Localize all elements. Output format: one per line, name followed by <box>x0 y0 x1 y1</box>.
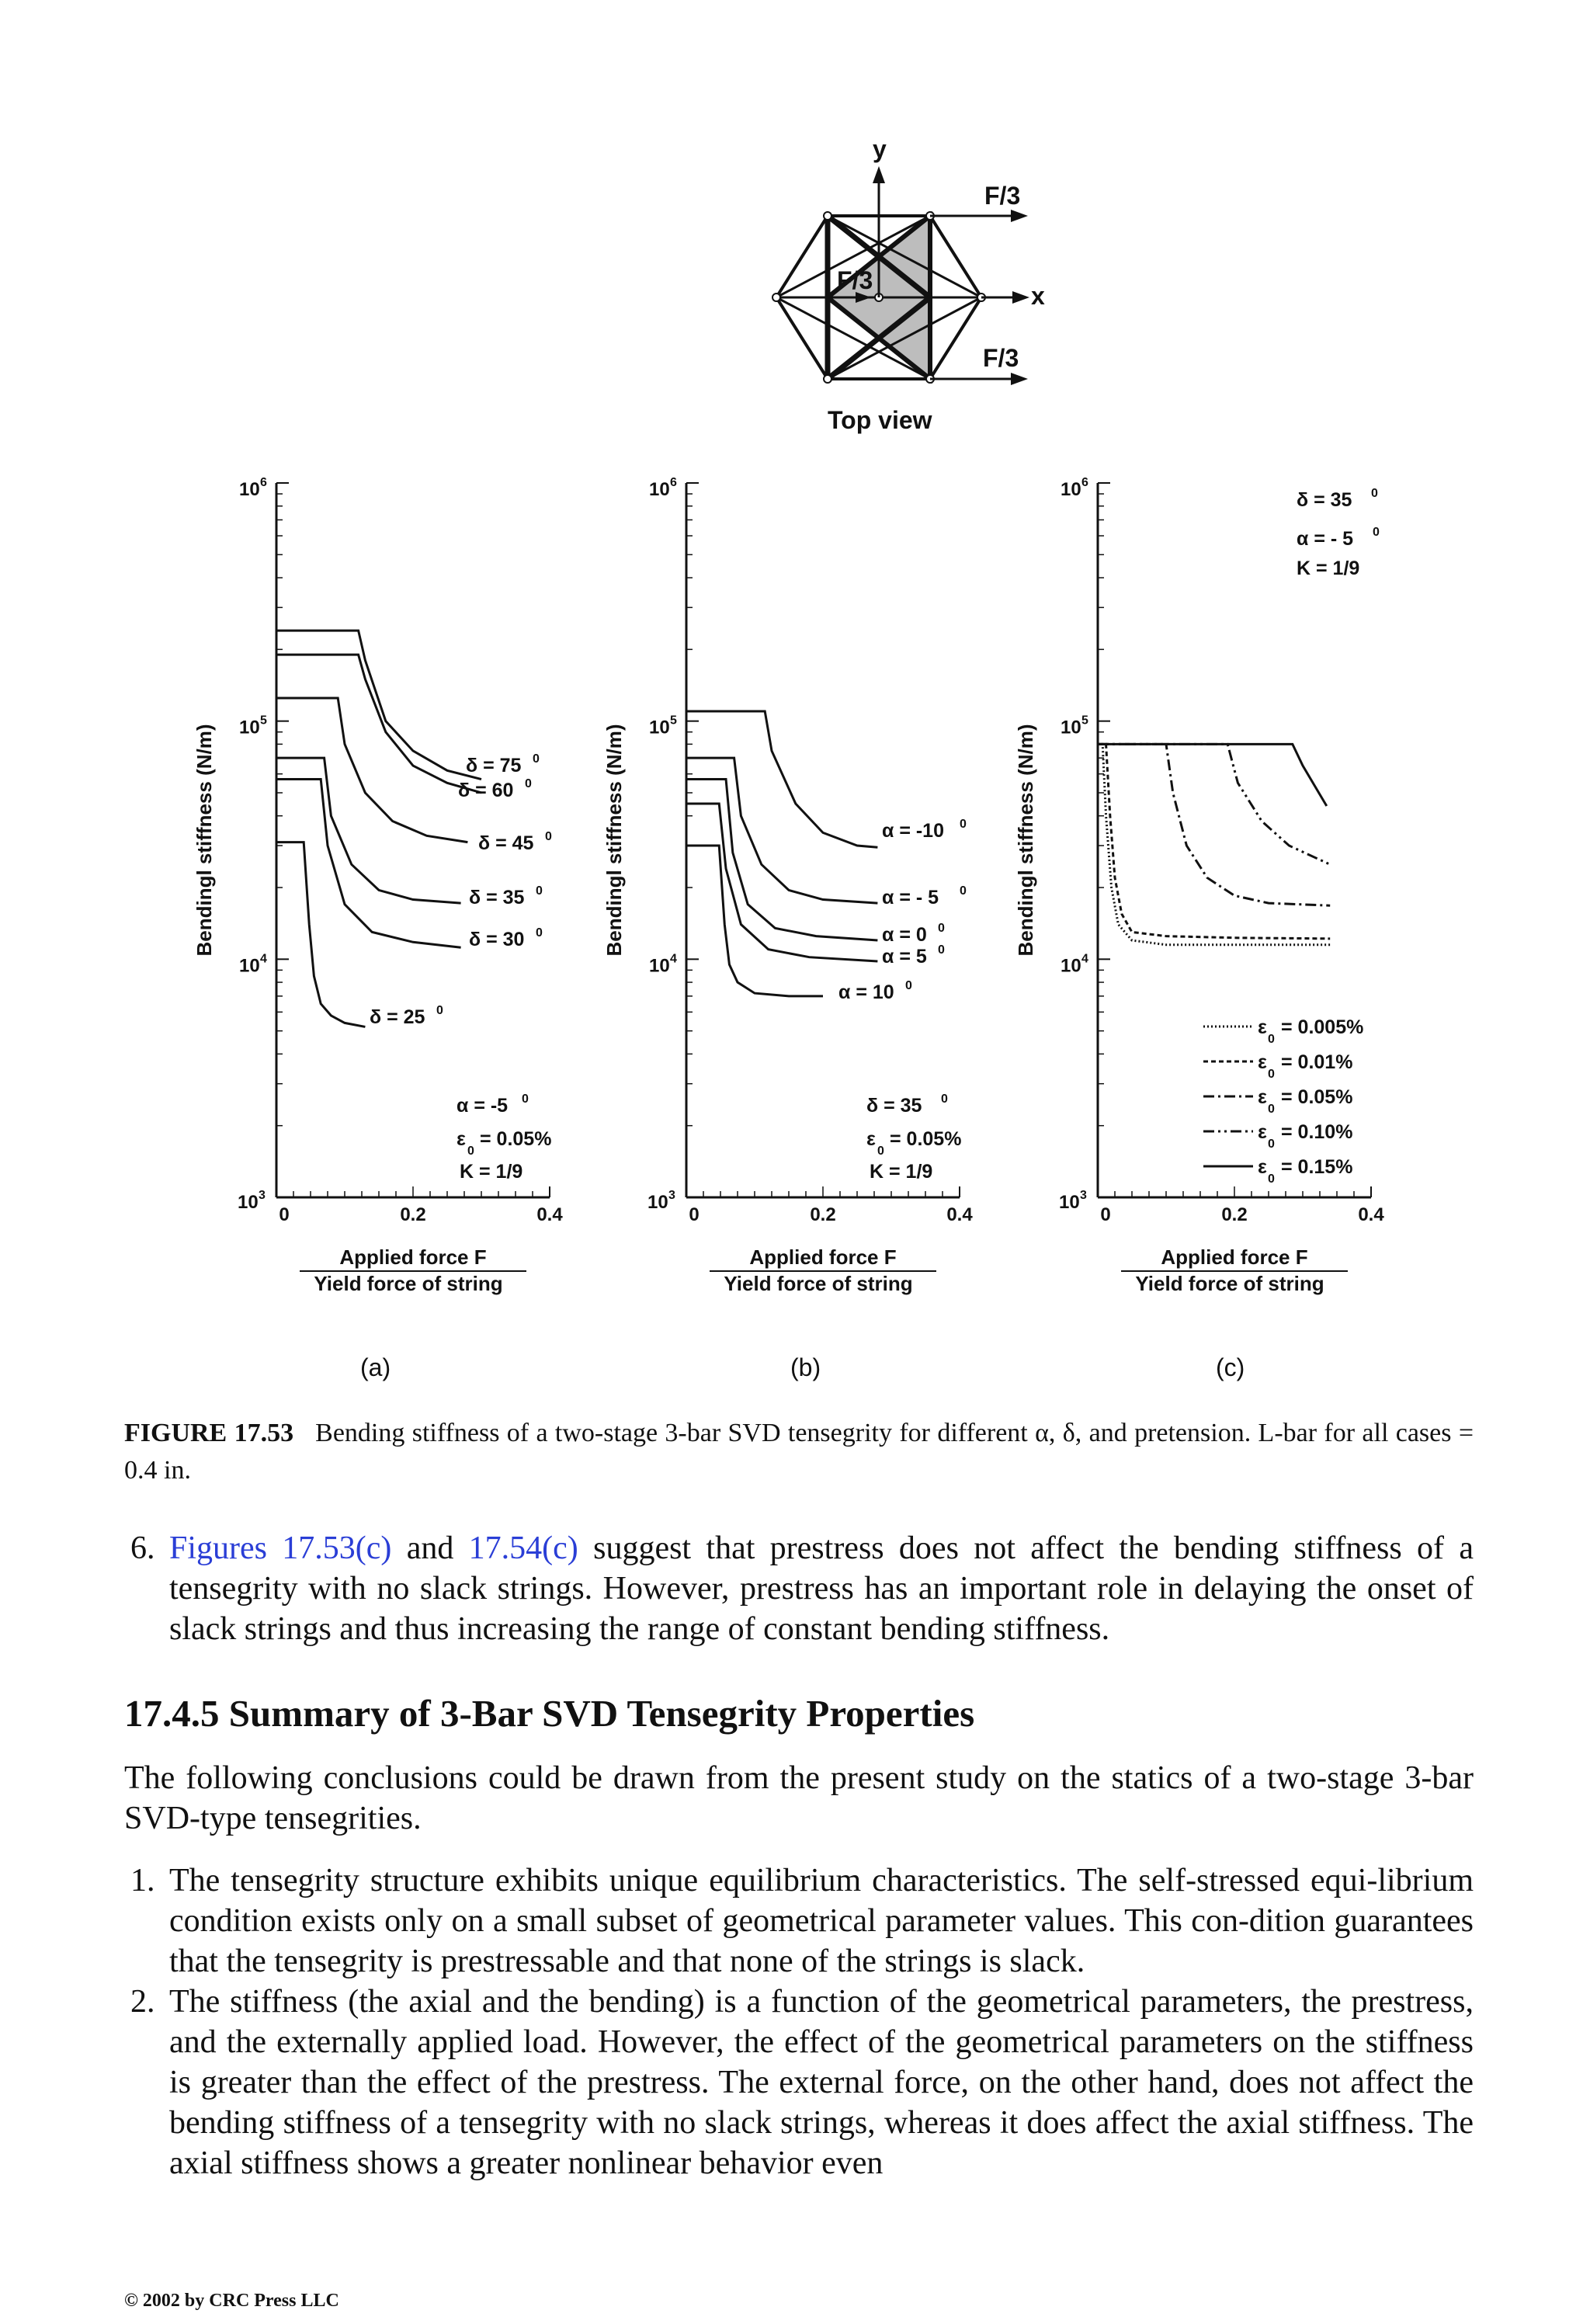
legend-subscript: 0 <box>1268 1103 1275 1116</box>
y-axis-label: Bendingl stiffness (N/m) <box>193 724 216 957</box>
x-tick-label: 0 <box>279 1204 290 1225</box>
series-label-degree: 0 <box>960 884 967 898</box>
param-degree: 0 <box>1373 526 1380 539</box>
figure-caption-label: FIGURE 17.53 <box>124 1419 294 1447</box>
figure-caption <box>124 1415 1474 1489</box>
param-degree: 0 <box>941 1093 948 1106</box>
param-label: = 0.05% <box>890 1128 962 1150</box>
legend-subscript: 0 <box>1268 1033 1275 1046</box>
y-axis-label: y <box>873 135 887 163</box>
y-tick-exponent: 3 <box>668 1189 675 1202</box>
x-tick-label: 0.4 <box>536 1204 563 1225</box>
series-label: δ = 45 <box>478 832 534 854</box>
series-line <box>1098 744 1330 944</box>
y-tick-label: 10 <box>1061 955 1081 977</box>
y-tick-exponent: 6 <box>260 476 267 489</box>
list-item-number: 1. <box>130 1863 155 1898</box>
param-subscript: 0 <box>877 1145 884 1158</box>
param-label: ε <box>866 1128 876 1150</box>
legend-value: = 0.15% <box>1281 1156 1353 1178</box>
series-label: δ = 25 <box>370 1006 425 1028</box>
y-tick-exponent: 5 <box>670 714 677 728</box>
series-label: α = - 5 <box>882 887 939 908</box>
x-tick-label: 0.2 <box>1221 1204 1248 1225</box>
y-tick-exponent: 4 <box>1081 952 1088 966</box>
legend-subscript: 0 <box>1268 1068 1275 1081</box>
series-line <box>686 846 823 996</box>
legend-subscript: 0 <box>1268 1172 1275 1186</box>
y-tick-exponent: 3 <box>259 1189 266 1202</box>
param-degree: 0 <box>1371 487 1378 500</box>
y-tick-label: 10 <box>649 479 670 500</box>
series-label-degree: 0 <box>545 830 552 843</box>
series-label-degree: 0 <box>536 884 543 898</box>
param-label: K = 1/9 <box>1297 558 1360 579</box>
param-label: α = - 5 <box>1297 528 1354 550</box>
series-label: α = 0 <box>882 924 927 946</box>
y-tick-label: 10 <box>239 955 260 977</box>
list-item-number: 6. <box>130 1530 155 1566</box>
item-text: suggest that prestress does not affect the bending stiffness of a tensegrity with no slack strings. However, prestress has an important role in delaying the onset of slack strings and thus increasing the range of constant bending stiffness. <box>169 1530 1474 1647</box>
x-tick-label: 0.4 <box>946 1204 973 1225</box>
series-line <box>1098 744 1330 864</box>
y-tick-exponent: 5 <box>1081 714 1088 728</box>
legend-subscript: 0 <box>1268 1138 1275 1151</box>
x-tick-label: 0.2 <box>810 1204 836 1225</box>
series-line <box>1098 744 1330 938</box>
force-label-top: F/3 <box>984 182 1021 210</box>
force-label-middle: F/3 <box>837 266 873 294</box>
series-line <box>276 698 467 842</box>
series-label: δ = 35 <box>469 887 525 908</box>
param-label: K = 1/9 <box>460 1161 523 1183</box>
y-axis-label: Bendingl stiffness (N/m) <box>602 724 626 957</box>
series-label-degree: 0 <box>533 752 540 766</box>
panel-letter-c: (c) <box>1216 1353 1245 1381</box>
series-label: δ = 30 <box>469 929 525 950</box>
legend-value: = 0.10% <box>1281 1121 1353 1143</box>
figure-link-17-54c[interactable]: 17.54(c) <box>468 1530 578 1566</box>
param-label: = 0.05% <box>480 1128 552 1150</box>
legend-symbol: ε <box>1258 1051 1267 1073</box>
force-label-bottom: F/3 <box>983 344 1019 372</box>
y-tick-exponent: 4 <box>670 952 677 966</box>
y-tick-exponent: 3 <box>1080 1189 1087 1202</box>
top-view-diagram <box>772 135 1045 434</box>
series-label-degree: 0 <box>938 943 945 957</box>
series-label-degree: 0 <box>525 777 532 790</box>
x-tick-label: 0.4 <box>1358 1204 1384 1225</box>
y-tick-label: 10 <box>1061 479 1081 500</box>
legend-symbol: ε <box>1258 1156 1267 1178</box>
x-tick-label: 0 <box>1100 1204 1111 1225</box>
y-tick-label: 10 <box>647 1192 668 1213</box>
top-view-caption: Top view <box>828 406 932 434</box>
param-label: δ = 35 <box>1297 489 1352 511</box>
y-tick-label: 10 <box>239 479 260 500</box>
y-tick-label: 10 <box>649 955 670 977</box>
series-label-degree: 0 <box>905 979 912 992</box>
x-axis-label-top: Applied force F <box>749 1245 897 1269</box>
series-line <box>1098 744 1327 806</box>
panel-letter-b: (b) <box>790 1353 821 1381</box>
series-label: α = -10 <box>882 820 944 842</box>
param-label: K = 1/9 <box>870 1161 933 1183</box>
list-item-number: 2. <box>130 1984 155 2020</box>
y-tick-label: 10 <box>238 1192 259 1213</box>
x-axis-label-bottom: Yield force of string <box>1135 1272 1324 1295</box>
legend-symbol: ε <box>1258 1086 1267 1108</box>
param-label: ε <box>457 1128 466 1150</box>
series-label: δ = 60 <box>458 780 514 801</box>
x-tick-label: 0.2 <box>400 1204 426 1225</box>
copyright-footer: © 2002 by CRC Press LLC <box>124 2291 339 2311</box>
param-label: α = -5 <box>457 1095 509 1117</box>
section-intro: The following conclusions could be drawn from the present study on the statics of a two-stage 3-bar SVD-type tensegrities. <box>124 1760 1474 1836</box>
x-axis-label-top: Applied force F <box>1161 1245 1308 1269</box>
y-tick-label: 10 <box>1061 717 1081 738</box>
y-tick-label: 10 <box>239 717 260 738</box>
param-label: δ = 35 <box>866 1095 922 1117</box>
param-subscript: 0 <box>467 1145 474 1158</box>
y-tick-label: 10 <box>1059 1192 1080 1213</box>
legend-value: = 0.005% <box>1281 1016 1364 1038</box>
chart-panel-a <box>193 476 563 1295</box>
series-label-degree: 0 <box>536 926 543 940</box>
series-line <box>1098 744 1330 905</box>
y-axis-label: Bendingl stiffness (N/m) <box>1014 724 1037 957</box>
x-axis-label: x <box>1031 282 1045 310</box>
chart-panel-c <box>1014 476 1384 1295</box>
panel-letter-a: (a) <box>360 1353 391 1381</box>
legend-symbol: ε <box>1258 1016 1267 1038</box>
y-tick-label: 10 <box>649 717 670 738</box>
chart-panel-b <box>602 476 973 1295</box>
series-label: α = 5 <box>882 946 927 967</box>
series-line <box>276 842 365 1027</box>
series-label: α = 10 <box>838 981 894 1003</box>
y-tick-exponent: 4 <box>260 952 267 966</box>
list-item-text: The tensegrity structure exhibits unique equilibrium characteristics. The self-stressed equi-librium condition exists only on a small subset of geometrical parameter values. This con-dition guarantees that the tensegrity is prestressable and that none of the strings is slack. <box>169 1863 1474 1979</box>
x-axis-label-top: Applied force F <box>339 1245 487 1269</box>
figure-link-17-53c[interactable]: Figures 17.53(c) <box>169 1530 392 1566</box>
y-tick-exponent: 6 <box>1081 476 1088 489</box>
item-text-and: and <box>391 1530 469 1566</box>
series-label: δ = 75 <box>466 755 522 776</box>
legend-symbol: ε <box>1258 1121 1267 1143</box>
list-item-text: The stiffness (the axial and the bending) is a function of the geometrical parameters, the prestress, and the externally applied load. However, the effect of the geometrical parameters on the stiffness is greater than the effect of the prestress. The external force, on the other hand, does not affect the bending stiffness of a tensegrity with no slack strings, whereas it does affect the axial stiffness. The axial stiffness shows a greater nonlinear behavior even <box>169 1984 1474 2181</box>
x-axis-label-bottom: Yield force of string <box>724 1272 913 1295</box>
y-tick-exponent: 5 <box>260 714 267 728</box>
series-label-degree: 0 <box>960 818 967 831</box>
list-item-1 <box>130 1860 1474 1982</box>
x-tick-label: 0 <box>689 1204 700 1225</box>
x-axis-label-bottom: Yield force of string <box>314 1272 503 1295</box>
legend-value: = 0.05% <box>1281 1086 1353 1108</box>
y-tick-exponent: 6 <box>670 476 677 489</box>
series-label-degree: 0 <box>938 922 945 935</box>
section-heading: 17.4.5 Summary of 3-Bar SVD Tensegrity Properties <box>124 1692 975 1735</box>
list-item-6 <box>130 1528 1474 1649</box>
figure-caption-text: Bending stiffness of a two-stage 3-bar SVD tensegrity for different α, δ, and pretension. L-bar for all cases = 0.4 in. <box>124 1419 1474 1485</box>
series-label-degree: 0 <box>436 1004 443 1017</box>
list-item-2 <box>130 1982 1474 2183</box>
param-degree: 0 <box>522 1093 529 1106</box>
legend-value: = 0.01% <box>1281 1051 1353 1073</box>
